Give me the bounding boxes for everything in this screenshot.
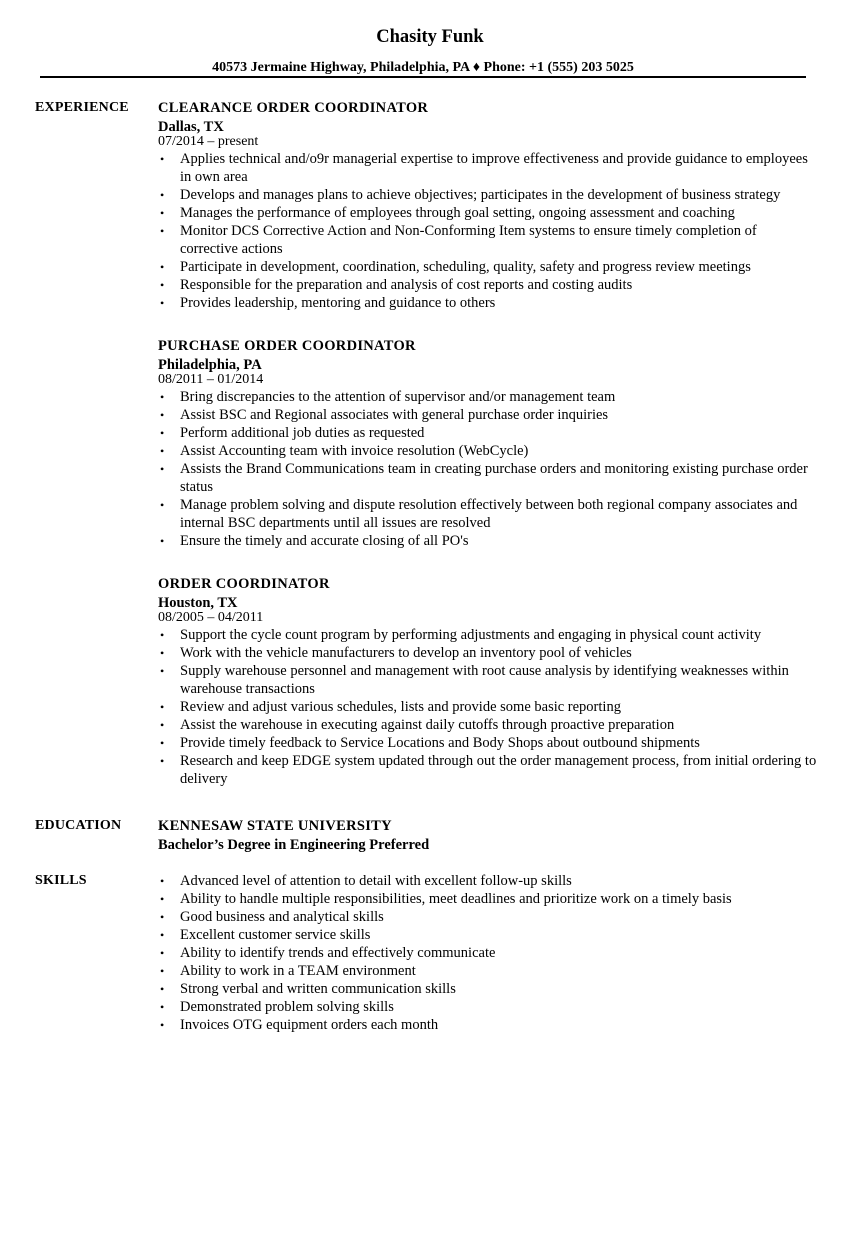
bullet-text: Bring discrepancies to the attention of supervisor and/or management team [180,389,616,405]
bullet-text: Research and keep EDGE system updated through out the order management process, from initial ordering to delivery [180,753,817,787]
list-item [158,962,818,980]
section-label-education: EDUCATION [35,818,122,833]
skill-text: Ability to identify trends and effectively communicate [180,945,496,961]
bullet-text: Work with the vehicle manufacturers to develop an inventory pool of vehicles [180,645,632,661]
bullet-icon: • [160,736,165,750]
list-item [158,424,818,442]
list-item [158,150,818,186]
bullet-text: Manage problem solving and dispute resolution effectively between both regional company associates and internal BSC departments until all issues are resolved [180,497,798,531]
list-item [158,872,818,890]
skill-text: Strong verbal and written communication skills [180,981,456,997]
skill-text: Demonstrated problem solving skills [180,999,394,1015]
bullet-text: Develops and manages plans to achieve objectives; participates in the development of business strategy [180,187,781,203]
bullet-icon: • [160,206,165,220]
job-bullet-list [158,388,818,550]
school-name: KENNESAW STATE UNIVERSITY [158,818,392,834]
bullet-text: Monitor DCS Corrective Action and Non-Conforming Item systems to ensure timely completion of corrective actions [180,223,757,257]
list-item [158,204,818,222]
header-divider [40,76,806,78]
list-item [158,626,818,644]
list-item [158,388,818,406]
contact-line: 40573 Jermaine Highway, Philadelphia, PA ♦ Phone: +1 (555) 203 5025 [212,60,634,75]
list-item [158,1016,818,1034]
bullet-text: Perform additional job duties as requested [180,425,425,441]
bullet-icon: • [160,928,165,942]
bullet-icon: • [160,628,165,642]
list-item [158,890,818,908]
skill-text: Ability to work in a TEAM environment [180,963,416,979]
job-bullet-list [158,626,818,788]
bullet-text: Applies technical and/o9r managerial expertise to improve effectiveness and provide guidance to employees in own area [180,151,808,185]
list-item [158,222,818,258]
list-item [158,276,818,294]
bullet-icon: • [160,1000,165,1014]
list-item [158,258,818,276]
bullet-icon: • [160,534,165,548]
list-item [158,496,818,532]
job-dates: 08/2011 – 01/2014 [158,372,264,387]
bullet-icon: • [160,224,165,238]
job-dates: 07/2014 – present [158,134,259,149]
section-label-experience: EXPERIENCE [35,100,129,115]
bullet-text: Participate in development, coordination, scheduling, quality, safety and progress review meetings [180,259,751,275]
bullet-icon: • [160,982,165,996]
list-item [158,294,818,312]
bullet-text: Responsible for the preparation and analysis of cost reports and costing audits [180,277,633,293]
list-item [158,442,818,460]
section-label-skills: SKILLS [35,873,87,888]
list-item [158,908,818,926]
bullet-icon: • [160,278,165,292]
bullet-icon: • [160,152,165,166]
bullet-icon: • [160,462,165,476]
job-title: PURCHASE ORDER COORDINATOR [158,338,416,354]
job-dates: 08/2005 – 04/2011 [158,610,264,625]
bullet-icon: • [160,188,165,202]
bullet-icon: • [160,874,165,888]
list-item [158,460,818,496]
skill-text: Advanced level of attention to detail with excellent follow-up skills [180,873,572,889]
degree: Bachelor’s Degree in Engineering Preferred [158,837,430,853]
bullet-text: Support the cycle count program by performing adjustments and engaging in physical count activity [180,627,762,643]
bullet-text: Ensure the timely and accurate closing of all PO's [180,533,469,549]
skill-text: Good business and analytical skills [180,909,384,925]
bullet-icon: • [160,718,165,732]
job-title: ORDER COORDINATOR [158,576,330,592]
bullet-icon: • [160,754,165,768]
bullet-text: Review and adjust various schedules, lists and provide some basic reporting [180,699,621,715]
bullet-text: Assist the warehouse in executing against daily cutoffs through proactive preparation [180,717,675,733]
list-item [158,698,818,716]
list-item [158,532,818,550]
list-item [158,716,818,734]
bullet-icon: • [160,892,165,906]
skill-text: Ability to handle multiple responsibilities, meet deadlines and prioritize work on a timely basis [180,891,732,907]
list-item [158,662,818,698]
bullet-icon: • [160,946,165,960]
bullet-icon: • [160,296,165,310]
list-item [158,406,818,424]
bullet-text: Assist BSC and Regional associates with general purchase order inquiries [180,407,609,423]
job-location: Dallas, TX [158,119,224,135]
list-item [158,752,818,788]
list-item [158,926,818,944]
list-item [158,944,818,962]
bullet-icon: • [160,260,165,274]
list-item [158,734,818,752]
bullet-icon: • [160,426,165,440]
bullet-text: Supply warehouse personnel and management with root cause analysis by identifying weaknesses within warehouse transactions [180,663,789,697]
skill-text: Invoices OTG equipment orders each month [180,1017,439,1033]
bullet-icon: • [160,1018,165,1032]
bullet-icon: • [160,700,165,714]
job-bullet-list [158,150,818,312]
bullet-text: Provides leadership, mentoring and guidance to others [180,295,496,311]
bullet-text: Manages the performance of employees through goal setting, ongoing assessment and coaching [180,205,735,221]
skills-list [158,872,818,1034]
job-location: Houston, TX [158,595,238,611]
job-title: CLEARANCE ORDER COORDINATOR [158,100,429,116]
candidate-name: Chasity Funk [376,27,484,47]
skill-text: Excellent customer service skills [180,927,371,943]
bullet-icon: • [160,910,165,924]
bullet-text: Assists the Brand Communications team in creating purchase orders and monitoring existing purchase order status [180,461,808,495]
list-item [158,644,818,662]
list-item [158,186,818,204]
bullet-text: Provide timely feedback to Service Locations and Body Shops about outbound shipments [180,735,700,751]
list-item [158,998,818,1016]
bullet-icon: • [160,498,165,512]
bullet-icon: • [160,390,165,404]
list-item [158,980,818,998]
bullet-text: Assist Accounting team with invoice resolution (WebCycle) [180,443,529,459]
bullet-icon: • [160,964,165,978]
bullet-icon: • [160,444,165,458]
job-location: Philadelphia, PA [158,357,262,373]
bullet-icon: • [160,664,165,678]
bullet-icon: • [160,646,165,660]
bullet-icon: • [160,408,165,422]
